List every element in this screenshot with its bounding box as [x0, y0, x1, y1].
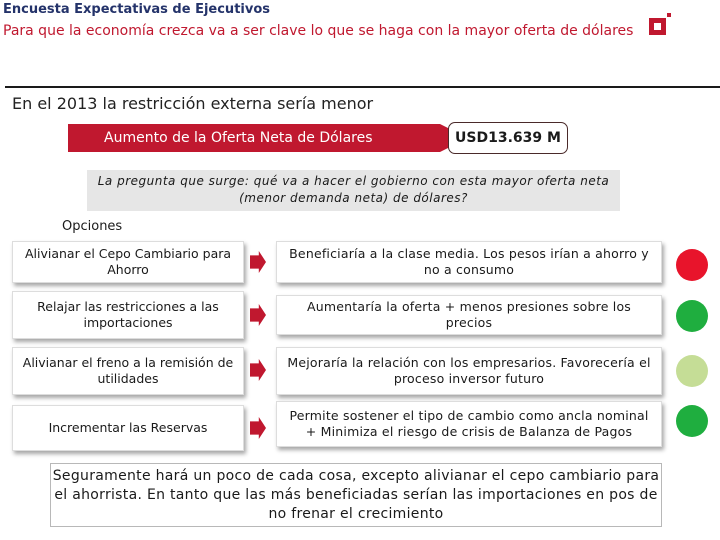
option-box: Alivianar el freno a la remisión de utilidades [12, 347, 244, 395]
result-box: Aumentaría la oferta + menos presiones sobre los precios [276, 295, 662, 335]
option-box: Alivianar el Cepo Cambiario para Ahorro [12, 241, 244, 283]
options-label: Opciones [62, 219, 123, 234]
option-box: Relajar las restricciones a las importaciones [12, 291, 244, 339]
arrow-right-icon [250, 304, 266, 326]
headline: Para que la economía crezca va a ser clave lo que se haga con la mayor oferta de dólares [3, 23, 634, 39]
arrow-right-icon [250, 251, 266, 273]
result-box: Beneficiaría a la clase media. Los pesos irían a ahorro y no a consumo [276, 241, 662, 283]
status-light-green-dot-icon [676, 355, 708, 387]
arrow-right-icon [250, 359, 266, 381]
question-box: La pregunta que surge: qué va a hacer el gobierno con esta mayor oferta neta (menor demanda neta) de dólares? [87, 170, 620, 211]
arrow-right-icon [250, 417, 266, 439]
section-subtitle: En el 2013 la restricción externa sería menor [12, 94, 374, 113]
status-green-dot-icon [676, 405, 708, 437]
brand-logo-icon [648, 12, 672, 36]
kicker-title: Encuesta Expectativas de Ejecutivos [3, 2, 271, 17]
result-box: Mejoraría la relación con los empresarios. Favorecería el proceso inversor futuro [276, 347, 662, 395]
result-box: Permite sostener el tipo de cambio como ancla nominal + Minimiza el riesgo de crisis de Balanza de Pagos [276, 401, 662, 447]
highlight-label: Aumento de la Oferta Neta de Dólares [104, 130, 373, 146]
status-red-dot-icon [676, 249, 708, 281]
conclusion-box: Seguramente hará un poco de cada cosa, excepto alivianar el cepo cambiario para el ahorrista. En tanto que las más beneficiadas serían las importaciones en pos de no frenar el crecimiento [50, 463, 662, 527]
highlight-value: USD13.639 M [448, 122, 568, 154]
option-box: Incrementar las Reservas [12, 405, 244, 451]
header-divider [5, 86, 720, 88]
status-green-dot-icon [676, 300, 708, 332]
